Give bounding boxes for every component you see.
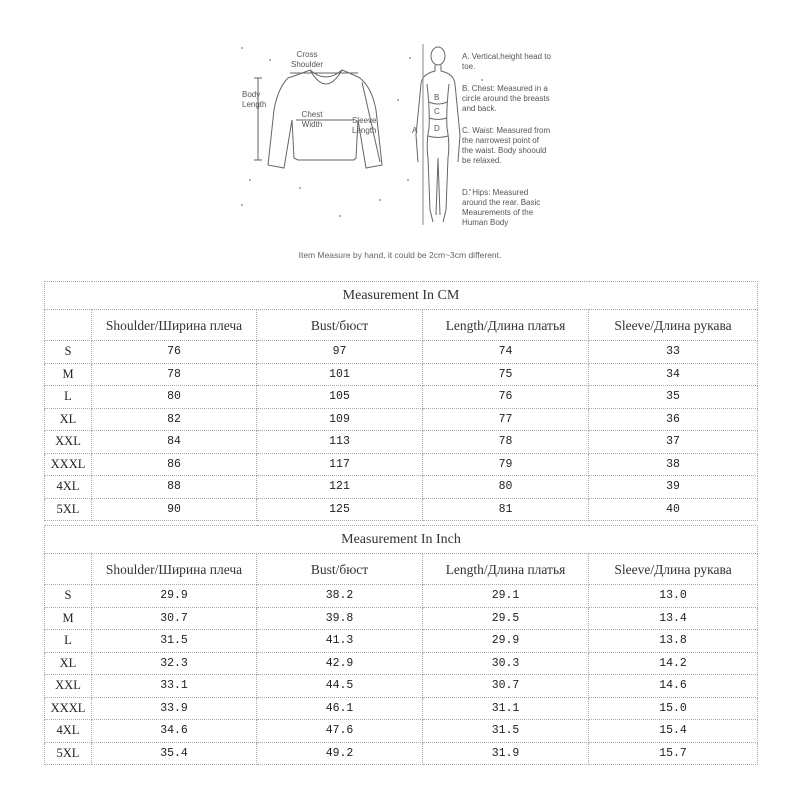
table-row bbox=[45, 386, 758, 409]
cell-sleeve: 38 bbox=[589, 453, 758, 476]
cell-bust: 109 bbox=[257, 408, 423, 431]
cell-sleeve: 13.0 bbox=[589, 585, 758, 608]
measure-caption: Item Measure by hand, it could be 2cm~3cm different. bbox=[298, 250, 502, 260]
cell-bust: 42.9 bbox=[257, 652, 423, 675]
table-row bbox=[45, 675, 758, 698]
header-sleeve: Sleeve/Длина рукава bbox=[589, 310, 758, 341]
cell-sleeve: 15.4 bbox=[589, 720, 758, 743]
cell-bust: 97 bbox=[257, 341, 423, 364]
cell-size: XXXL bbox=[45, 697, 92, 720]
cell-sleeve: 13.8 bbox=[589, 630, 758, 653]
header-sleeve: Sleeve/Длина рукава bbox=[589, 554, 758, 585]
cell-bust: 101 bbox=[257, 363, 423, 386]
cell-sleeve: 15.7 bbox=[589, 742, 758, 765]
cell-size: L bbox=[45, 630, 92, 653]
description-c: C. Waist: Measured from the narrowest point of the waist. Body shoould be relaxed. bbox=[462, 126, 551, 165]
table-row bbox=[45, 341, 758, 364]
cell-shoulder: 35.4 bbox=[92, 742, 257, 765]
cell-length: 31.5 bbox=[423, 720, 589, 743]
cell-bust: 41.3 bbox=[257, 630, 423, 653]
cell-length: 76 bbox=[423, 386, 589, 409]
header-shoulder: Shoulder/Ширина плеча bbox=[92, 310, 257, 341]
cell-length: 80 bbox=[423, 476, 589, 499]
header-bust: Bust/бюст bbox=[257, 554, 423, 585]
table-row bbox=[45, 431, 758, 454]
cell-sleeve: 36 bbox=[589, 408, 758, 431]
cell-length: 75 bbox=[423, 363, 589, 386]
cell-bust: 47.6 bbox=[257, 720, 423, 743]
table-row bbox=[45, 720, 758, 743]
cell-shoulder: 33.9 bbox=[92, 697, 257, 720]
cell-bust: 125 bbox=[257, 498, 423, 521]
description-d: D. Hips: Measured around the rear. Basic Meaurements of the Human Body bbox=[462, 188, 541, 227]
cell-bust: 38.2 bbox=[257, 585, 423, 608]
cell-shoulder: 88 bbox=[92, 476, 257, 499]
header-length: Length/Длина платья bbox=[423, 554, 589, 585]
cell-size: XL bbox=[45, 652, 92, 675]
measurement-table-inch bbox=[44, 525, 758, 765]
cell-shoulder: 80 bbox=[92, 386, 257, 409]
cell-length: 74 bbox=[423, 341, 589, 364]
cell-length: 31.1 bbox=[423, 697, 589, 720]
cell-length: 78 bbox=[423, 431, 589, 454]
cell-size: XXXL bbox=[45, 453, 92, 476]
cell-sleeve: 40 bbox=[589, 498, 758, 521]
cell-size: XXL bbox=[45, 675, 92, 698]
header-size bbox=[45, 554, 92, 585]
letter-d-label: D bbox=[434, 124, 440, 133]
cell-shoulder: 29.9 bbox=[92, 585, 257, 608]
table-row bbox=[45, 498, 758, 521]
cell-bust: 44.5 bbox=[257, 675, 423, 698]
cell-size: L bbox=[45, 386, 92, 409]
description-b: B. Chest: Measured in a circle around the breasts and back. bbox=[462, 84, 550, 113]
cell-bust: 121 bbox=[257, 476, 423, 499]
measurement-diagram bbox=[230, 40, 570, 270]
header-row bbox=[45, 310, 758, 341]
cell-bust: 105 bbox=[257, 386, 423, 409]
cell-length: 30.3 bbox=[423, 652, 589, 675]
body-length-label: Body Length bbox=[242, 90, 267, 109]
letter-a-label: A bbox=[412, 126, 418, 135]
header-shoulder: Shoulder/Ширина плеча bbox=[92, 554, 257, 585]
cell-length: 30.7 bbox=[423, 675, 589, 698]
cell-size: S bbox=[45, 585, 92, 608]
table-row bbox=[45, 697, 758, 720]
table-row bbox=[45, 363, 758, 386]
letter-b-label: B bbox=[434, 93, 440, 102]
cell-sleeve: 14.6 bbox=[589, 675, 758, 698]
cross-shoulder-label: Cross Shoulder bbox=[290, 50, 324, 69]
cell-bust: 46.1 bbox=[257, 697, 423, 720]
cell-size: 4XL bbox=[45, 720, 92, 743]
cell-sleeve: 35 bbox=[589, 386, 758, 409]
table-row bbox=[45, 453, 758, 476]
cell-shoulder: 33.1 bbox=[92, 675, 257, 698]
cell-size: M bbox=[45, 607, 92, 630]
header-bust: Bust/бюст bbox=[257, 310, 423, 341]
cell-shoulder: 34.6 bbox=[92, 720, 257, 743]
cell-length: 31.9 bbox=[423, 742, 589, 765]
cell-size: XXL bbox=[45, 431, 92, 454]
table-row bbox=[45, 652, 758, 675]
sleeve-length-label: Sleeve Length bbox=[352, 116, 377, 135]
cell-shoulder: 82 bbox=[92, 408, 257, 431]
cell-length: 81 bbox=[423, 498, 589, 521]
cell-bust: 39.8 bbox=[257, 607, 423, 630]
cell-size: S bbox=[45, 341, 92, 364]
cell-shoulder: 30.7 bbox=[92, 607, 257, 630]
table-title: Measurement In CM bbox=[45, 282, 758, 310]
cell-length: 29.1 bbox=[423, 585, 589, 608]
measurement-table-cm bbox=[44, 281, 758, 521]
letter-c-label: C bbox=[434, 107, 440, 116]
cell-bust: 49.2 bbox=[257, 742, 423, 765]
header-length: Length/Длина платья bbox=[423, 310, 589, 341]
cell-size: 5XL bbox=[45, 742, 92, 765]
cell-shoulder: 31.5 bbox=[92, 630, 257, 653]
cell-length: 77 bbox=[423, 408, 589, 431]
cell-sleeve: 39 bbox=[589, 476, 758, 499]
cell-bust: 117 bbox=[257, 453, 423, 476]
cell-length: 29.5 bbox=[423, 607, 589, 630]
cell-shoulder: 78 bbox=[92, 363, 257, 386]
table-row bbox=[45, 630, 758, 653]
table-row bbox=[45, 585, 758, 608]
cell-length: 29.9 bbox=[423, 630, 589, 653]
table-row bbox=[45, 476, 758, 499]
description-a: A. Vertical,height head to toe. bbox=[462, 52, 551, 71]
table-row bbox=[45, 607, 758, 630]
cell-sleeve: 14.2 bbox=[589, 652, 758, 675]
table-row bbox=[45, 408, 758, 431]
cell-size: 4XL bbox=[45, 476, 92, 499]
cell-shoulder: 84 bbox=[92, 431, 257, 454]
cell-sleeve: 33 bbox=[589, 341, 758, 364]
cell-shoulder: 76 bbox=[92, 341, 257, 364]
chest-width-label: Chest Width bbox=[301, 110, 323, 129]
table-title: Measurement In Inch bbox=[45, 526, 758, 554]
header-size bbox=[45, 310, 92, 341]
cell-size: XL bbox=[45, 408, 92, 431]
cell-sleeve: 13.4 bbox=[589, 607, 758, 630]
cell-length: 79 bbox=[423, 453, 589, 476]
cell-size: 5XL bbox=[45, 498, 92, 521]
header-row bbox=[45, 554, 758, 585]
cell-shoulder: 90 bbox=[92, 498, 257, 521]
cell-size: M bbox=[45, 363, 92, 386]
cell-shoulder: 32.3 bbox=[92, 652, 257, 675]
table-row bbox=[45, 742, 758, 765]
cell-bust: 113 bbox=[257, 431, 423, 454]
cell-shoulder: 86 bbox=[92, 453, 257, 476]
cell-sleeve: 37 bbox=[589, 431, 758, 454]
cell-sleeve: 34 bbox=[589, 363, 758, 386]
cell-sleeve: 15.0 bbox=[589, 697, 758, 720]
